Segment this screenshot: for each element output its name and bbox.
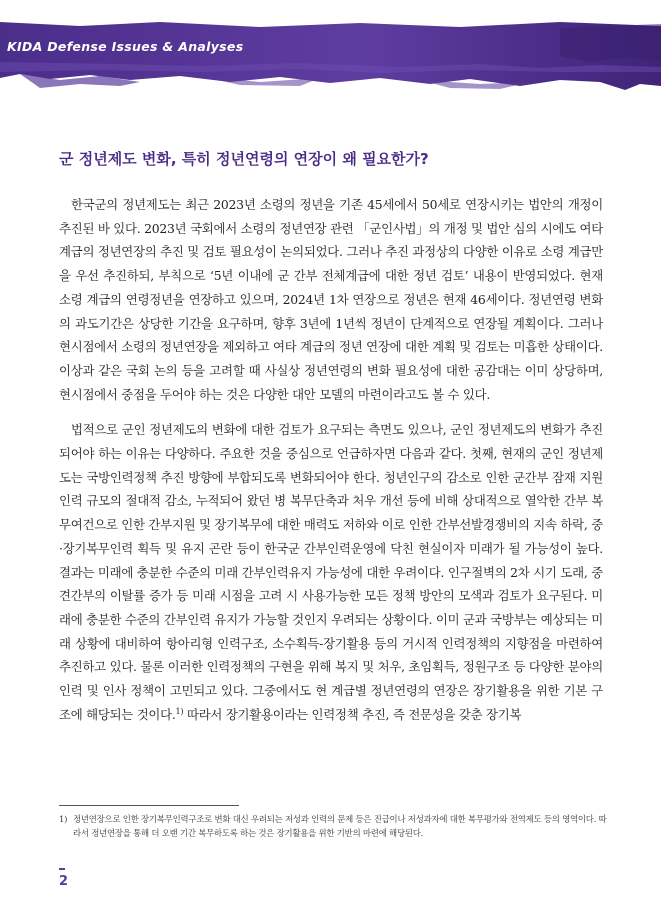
footnote-reference[interactable]: 1) (175, 706, 184, 716)
section-heading: 군 정년제도 변화, 특히 정년연령의 연장이 왜 필요한가? (59, 150, 429, 168)
page-number-marker (59, 868, 65, 870)
footnote-divider (59, 805, 239, 806)
footnote-number: 1) (59, 814, 68, 824)
paragraph-1 (59, 193, 603, 406)
paragraph-2-text: 법적으로 군인 정년제도의 변화에 대한 검토가 요구되는 측면도 있으나, 군인 정년제도의 변화가 추진되어야 하는 이유는 다양하다. 주요한 것을 중심으로 언급하자면 다음과 같다. 첫째, 현재의 군인 정년제도는 국방인력정책 추진 방향에 부합되도록 변화되어야 한다. 청년인구의 감소로 인한 군간부 잠재 지원인력 규모의 절대적 감소, 누적되어 왔던 병 복무단축과 처우 개선 등에 비해 상대적으로 열악한 간부 복무여건으로 인한 간부지원 및 장기복무에 대한 매력도 저하와 이로 인한 간부선발경쟁비의 지속 하락, 중·장기복무인력 획득 및 유지 곤란 등이 한국군 간부인력운영에 닥친 현실이자 미래가 될 가능성이 높다. 결과는 미래에 충분한 수준의 미래 간부인력유지 가능성에 대한 우려이다. 인구절벽의 2차 시기 도래, 중견간부의 이탈률 증가 등 미래 시점을 고려 시 사용가능한 모든 정책 방안의 모색과 검토가 요구된다. 미래에 충분한 수준의 간부인력 유지가 가능할 것인지 우려되는 상황이다. 이미 군과 국방부는 예상되는 미래 상황에 대비하여 항아리형 인력구조, 소수획득-장기활용 등의 거시적 인력정책의 지향점을 마련하여 추진하고 있다. 물론 이러한 인력정책의 구현을 위해 복지 및 처우, 초임획득, 정원구조 등 다양한 분야의 인력 및 인사 정책이 고민되고 있다. 그중에서도 현 계급별 정년연령의 연장은 장기활용을 위한 기본 구조에 해당되는 것이다. (59, 422, 603, 722)
paragraph-2 (59, 418, 603, 726)
paragraph-1-text: 한국군의 정년제도는 최근 2023년 소령의 정년을 기존 45세에서 50세로 연장시키는 법안의 개정이 추진된 바 있다. 2023년 국회에서 소령의 정년연장 관련 「군인사법」의 개정 및 법안 심의 시에도 여타 계급의 정년연장의 추진 및 검토 필요성이 논의되었다. 그러나 추진 과정상의 다양한 이유로 소령 계급만을 우선 추진하되, 부칙으로 ‘5년 이내에 군 간부 전체계급에 대한 정년 검토’ 내용이 반영되었다. 현재 소령 계급의 연령정년을 연장하고 있으며, 2024년 1차 연장으로 정년은 현재 46세이다. 정년연령 변화의 과도기간은 상당한 기간을 요구하며, 향후 3년에 1년씩 정년이 단계적으로 연장될 계획이다. 그러나 현시점에서 소령의 정년연장을 제외하고 여타 계급의 정년 연장에 대한 계획 및 검토는 미흡한 상태이다. 이상과 같은 국회 논의 등을 고려할 때 사실상 정년연령의 변화 필요성에 대한 공감대는 이미 상당하며, 현시점에서 중점을 두어야 하는 것은 다양한 대안 모델의 마련이라고도 볼 수 있다. (59, 197, 603, 402)
footnote (59, 812, 609, 840)
page-number: 2 (59, 874, 69, 889)
page-header (0, 0, 661, 100)
body-text (59, 193, 603, 738)
paragraph-2-continuation: 따라서 장기활용이라는 인력정책 추진, 즉 전문성을 갖춘 장기복 (186, 706, 522, 722)
footnote-text: 정년연장으로 인한 장기복무인력구조로 변화 대신 우려되는 저성과 인력의 문제 등은 진급이나 저성과자에 대한 복무평가와 전역제도 등의 영역이다. 따라서 정년연장을 통해 더 오랜 기간 복무하도록 하는 것은 장기활용을 위한 기반의 마련에 해당된다. (73, 814, 607, 838)
header-title: KIDA Defense Issues & Analyses (7, 39, 244, 54)
